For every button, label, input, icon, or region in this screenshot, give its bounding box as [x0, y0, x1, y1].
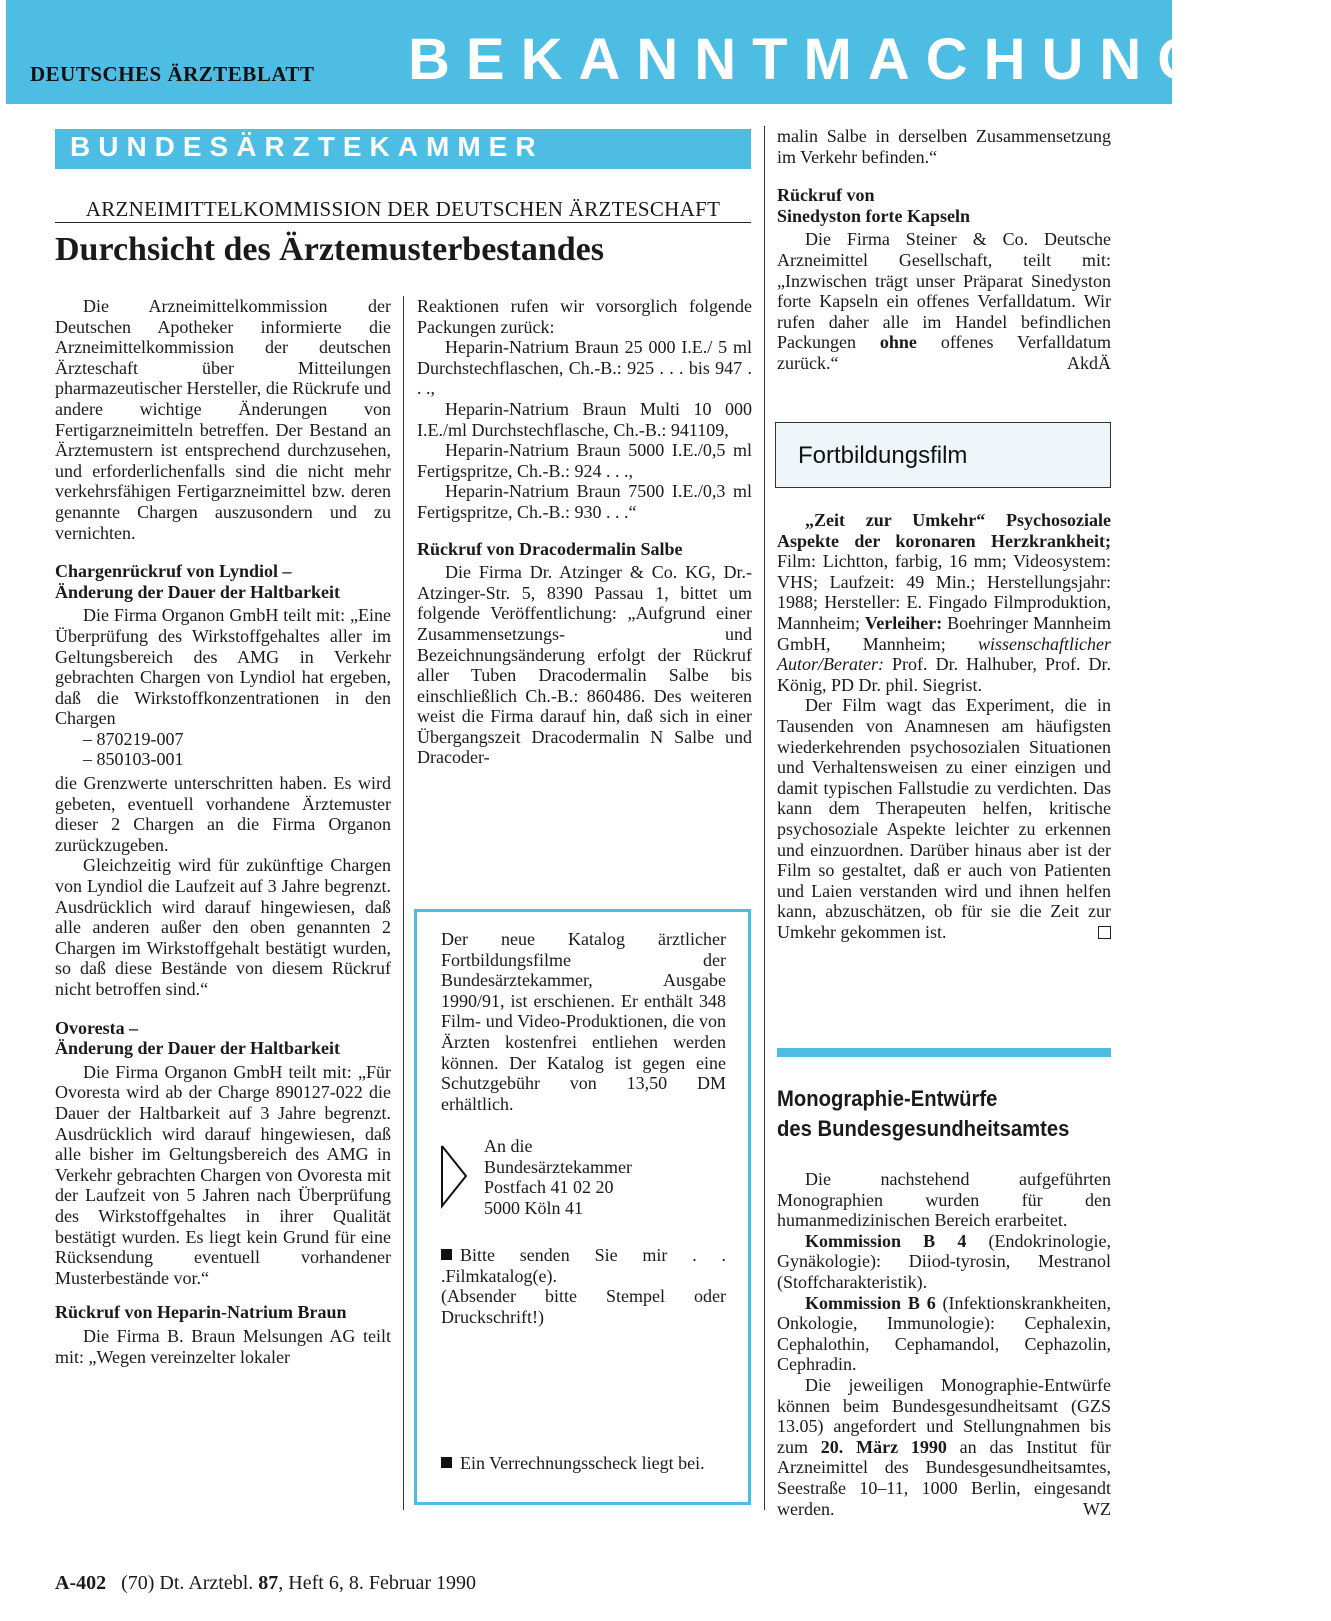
heparin-item: Heparin-Natrium Braun 5000 I.E./0,5 ml Fertigspritze, Ch.-B.: 924 . . .,	[417, 440, 752, 481]
sinedyston-text-end: offenes Verfalldatum zurück.“	[777, 332, 1111, 373]
lyndiol-paragraph: die Grenzwerte unterschritten haben. Es wird gebeten, eventuell vorhandene Ärztemuster dieser 2 Chargen an die Firma Organon zurückzugeben.	[55, 773, 391, 855]
address-line: An die	[484, 1136, 533, 1156]
journal-name: DEUTSCHES ÄRZTEBLATT	[30, 62, 315, 86]
dracodermalin-heading: Rückruf von Dracodermalin Salbe	[417, 538, 683, 559]
catalog-text-block	[441, 929, 726, 1114]
intro-paragraph: Die Arzneimittelkommission der Deutschen Apotheker informierte die Arzneimittelkommission der deutschen Ärzteschaft über Mitteilungen pharmazeutischer Hersteller, die Rückrufe und andere wichtige Änderungen von Fertigarzneimitteln betreffen. Der Bestand an Ärztemustern ist entsprechend durchzusehen, und erforderlichenfalls sind die nicht mehr verkehrsfähigen Fertigarzneimittel bzw. deren genannte Chargen auszusondern und zu vernichten.	[55, 296, 391, 543]
kommission-b6-label: Kommission B 6	[805, 1292, 936, 1313]
sinedyston-signature: AkdÄ	[1067, 352, 1111, 373]
film-specs: Film: Lichtton, farbig, 16 mm; Videosystem: VHS; Laufzeit: 49 Min.; Herstellungsjahr: 1988; Hersteller: E. Fingado Filmproduktion, Mannheim;	[777, 551, 1111, 633]
fortbildungsfilm-text	[777, 510, 1111, 942]
sinedyston-heading-line2: Sinedyston forte Kapseln	[777, 205, 971, 226]
monographie-text	[777, 1169, 1111, 1519]
address-block	[484, 1136, 632, 1218]
monographie-intro: Die nachstehend aufgeführten Monographien wurden für den humanmedizinischen Bereich erarbeitet.	[777, 1169, 1111, 1231]
kommission-b6-text: (Infektionskrankheiten, Onkologie, Immunologie): Cephalexin, Cephalothin, Cephamandol, Cephazolin, Cephradin.	[777, 1292, 1111, 1375]
lyndiol-charge: – 850103-001	[83, 749, 184, 770]
monographie-title-line1: Monographie-Entwürfe	[777, 1086, 998, 1111]
sinedyston-paragraph	[777, 229, 1111, 373]
payment-note	[441, 1453, 726, 1474]
order-request	[441, 1245, 726, 1327]
column-1	[55, 296, 391, 1367]
film-title: „Zeit zur Umkehr“ Psychosoziale Aspekte der koronaren Herzkrankheit;	[777, 510, 1111, 551]
citation-suffix: , Heft 6, 8. Februar 1990	[278, 1572, 477, 1594]
dracodermalin-paragraph-cont: malin Salbe in derselben Zusammensetzung im Verkehr befinden.“	[777, 126, 1111, 167]
kommission-b4-text: (Endokrinologie, Gynäkologie): Diiod-tyrosin, Mestranol (Stoffcharakteristik).	[777, 1230, 1111, 1292]
address-line: 5000 Köln 41	[484, 1197, 583, 1218]
heparin-item: Heparin-Natrium Braun Multi 10 000 I.E./ml Durchstechflasche, Ch.-B.: 941109,	[417, 398, 752, 440]
heparin-paragraph: Die Firma B. Braun Melsungen AG teilt mit: „Wegen vereinzelter lokaler	[55, 1325, 391, 1367]
checkbox-square-icon[interactable]	[441, 1249, 452, 1260]
end-mark-icon	[1098, 926, 1111, 939]
lyndiol-heading-line1: Chargenrückruf von Lyndiol –	[55, 561, 292, 582]
column-divider	[764, 126, 765, 1510]
fortbildungsfilm-label: Fortbildungsfilm	[798, 442, 968, 469]
section-rule	[777, 1048, 1111, 1057]
monographie-title-line2: des Bundesgesundheitsamtes	[777, 1116, 1070, 1141]
sinedyston-heading-line1: Rückruf von	[777, 185, 875, 206]
ovoresta-heading	[55, 1018, 391, 1059]
citation-prefix: (70) Dt. Arztebl.	[121, 1572, 254, 1594]
lyndiol-heading-line2: Änderung der Dauer der Haltbarkeit	[55, 581, 341, 602]
dracodermalin-paragraph: Die Firma Dr. Atzinger & Co. KG, Dr.- Atzinger-Str. 5, 8390 Passau 1, bittet um folgende Veröffentlichung: „Aufgrund einer Zusammensetzungs- und Bezeichnungsänderung erfolgt der Rückruf aller Tuben Dracodermalin Salbe bis einschließlich Ch.-B.: 860486. Des weiteren weist die Firma darauf hin, daß sich in einer Übergangszeit Dracodermalin N Salbe und Dracoder-	[417, 562, 752, 768]
payment-note-text: Ein Verrechnungsscheck liegt bei.	[460, 1453, 705, 1473]
lyndiol-charge: – 870219-007	[83, 728, 184, 749]
section-title: BEKANNTMACHUNGEN	[408, 27, 1331, 92]
deadline-text: Die jeweiligen Monographie-Entwürfe können beim Bundesgesundheitsamt (GZS 13.05) angefordert und Stellungnahmen bis zum	[777, 1374, 1111, 1457]
checkbox-square-icon[interactable]	[441, 1457, 452, 1468]
monographie-deadline	[777, 1375, 1111, 1519]
kommission-b4-label: Kommission B 4	[805, 1230, 967, 1251]
column-3	[777, 126, 1111, 374]
berater-names: Prof. Dr. Halhuber, Prof. Dr. König, PD Dr. phil. Siegrist.	[777, 654, 1112, 695]
order-request-note: (Absender bitte Stempel oder Druckschrift!)	[441, 1286, 726, 1327]
heparin-heading: Rückruf von Heparin-Natrium Braun	[55, 1302, 347, 1323]
verleiher-label: Verleiher:	[864, 612, 943, 633]
film-description-text: Der Film wagt das Experiment, die in Tausenden von Anamnesen am häufigsten wiederkehrenden psychosozialen Situationen und Verhaltensweisen zu einer einzigen und damit typischen Fallstudie zu verdichten. Das kann dem Therapeuten helfen, kritische psychosoziale Aspekte leichter zu erkennen und einzuordnen. Darüber hinaus aber ist der Film so gestaltet, daß er auch von Patienten und Laien verstanden wird und ihnen helfen kann, abzuschätzen, ob für sie die Zeit zur Umkehr gekommen ist.	[777, 695, 1111, 942]
deadline-text-end: an das Institut für Arzneimittel des Bundesgesundheitsamtes, Seestraße 10–11, 1000 Berlin, eingesandt werden.	[777, 1436, 1112, 1519]
sinedyston-heading	[777, 185, 1111, 226]
monographie-signature: WZ	[1083, 1498, 1111, 1519]
kommission-line: ARZNEIMITTELKOMMISSION DER DEUTSCHEN ÄRZTESCHAFT	[55, 197, 751, 223]
sinedyston-bold: ohne	[879, 332, 917, 353]
kommission-b6	[777, 1293, 1111, 1375]
address-line: Postfach 41 02 20	[484, 1177, 614, 1198]
page-footer	[55, 1572, 476, 1595]
heparin-paragraph-cont: Reaktionen rufen wir vorsorglich folgende Packungen zurück:	[417, 296, 752, 337]
heparin-item: Heparin-Natrium Braun 7500 I.E./0,3 ml Fertigspritze, Ch.-B.: 930 . . .“	[417, 481, 752, 522]
order-request-text: Bitte senden Sie mir . . .Filmkatalog(e).	[441, 1245, 726, 1286]
page-number: A-402	[55, 1572, 107, 1594]
column-2	[417, 296, 752, 768]
institution-label: BUNDESÄRZTEKAMMER	[70, 131, 544, 162]
lyndiol-paragraph: Gleichzeitig wird für zukünftige Chargen von Lyndiol die Laufzeit auf 3 Jahre begrenzt. Ausdrücklich wird darauf hingewiesen, daß alle anderen außer den oben genannten 2 Chargen im Wirkstoffgehalt bestätigt wurden, so daß diese Bestände von diesem Rückruf nicht betroffen sind.“	[55, 855, 391, 999]
film-details	[777, 510, 1111, 695]
berater-label: wissenschaftlicher Autor/Berater:	[777, 633, 1111, 675]
article-title: Durchsicht des Ärztemusterbestandes	[55, 231, 604, 268]
address-line: Bundesärztekammer	[484, 1156, 632, 1177]
ovoresta-heading-line2: Änderung der Dauer der Haltbarkeit	[55, 1038, 341, 1059]
sinedyston-text: Die Firma Steiner & Co. Deutsche Arzneimittel Gesellschaft, teilt mit: „Inzwischen trägt unser Präparat Sinedyston forte Kapseln ein offenes Verfalldatum. Wir rufen daher alle im Handel befindlichen Packungen	[777, 229, 1111, 353]
monographie-title	[777, 1084, 1090, 1144]
ovoresta-paragraph: Die Firma Organon GmbH teilt mit: „Für Ovoresta wird ab der Charge 890127-022 die Dauer der Haltbarkeit auf 3 Jahre begrenzt. Ausdrücklich wird darauf hingewiesen, daß alle bisher im Geltungsbereich des AMG in Verkehr gebrachten Chargen von Ovoresta mit der Laufzeit von 5 Jahren nach Überprüfung des Wirkstoffgehaltes in ihrer Qualität bestätigt wurden. Es liegt kein Grund für eine Rücksendung eventuell vorhandener Musterbestände vor.“	[55, 1061, 391, 1288]
citation-volume: 87	[258, 1572, 279, 1594]
column-divider	[403, 296, 404, 1510]
arrow-icon	[440, 1144, 468, 1213]
lyndiol-paragraph: Die Firma Organon GmbH teilt mit: „Eine Überprüfung des Wirkstoffgehaltes aller im Geltungsbereich des AMG in Verkehr gebrachten Chargen von Lyndiol hat ergeben, daß die Wirkstoffkonzentrationen in den Chargen	[55, 605, 391, 729]
lyndiol-heading	[55, 561, 391, 602]
verleiher-name: Boehringer Mannheim GmbH, Mannheim;	[777, 612, 1111, 654]
deadline-date: 20. März 1990	[820, 1436, 947, 1457]
film-description	[777, 695, 1111, 942]
ovoresta-heading-line1: Ovoresta –	[55, 1017, 139, 1038]
heparin-item: Heparin-Natrium Braun 25 000 I.E./ 5 ml Durchstechflaschen, Ch.-B.: 925 . . . bis 947 . . .,	[417, 337, 752, 399]
kommission-b4	[777, 1231, 1111, 1293]
catalog-text: Der neue Katalog ärztlicher Fortbildungsfilme der Bundesärztekammer, Ausgabe 1990/91, ist erschienen. Er enthält 348 Film- und Video-Produktionen, die von Ärzten kostenfrei entliehen werden können. Der Katalog ist gegen eine Schutzgebühr von 13,50 DM erhältlich.	[441, 929, 726, 1114]
